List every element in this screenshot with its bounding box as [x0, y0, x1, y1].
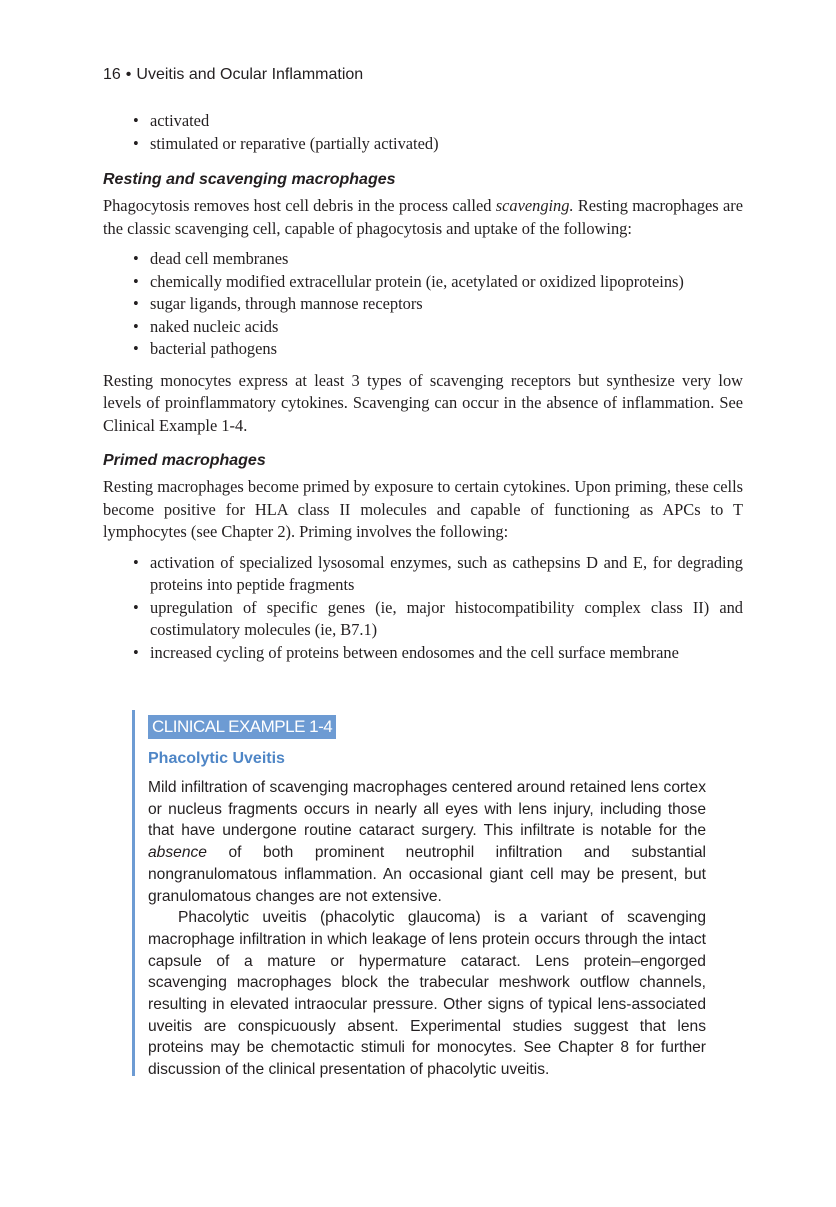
- clinical-example-title: Phacolytic Uveitis: [148, 750, 285, 767]
- list-item: • naked nucleic acids: [103, 316, 743, 339]
- primed-paragraph: Resting macrophages become primed by exposure to certain cytokines. Upon priming, these cells become positive for HLA class II molecules and capable of functioning as APCs to T lymphocytes (see Chapter 2). Priming involves the following:: [103, 477, 743, 541]
- list-item: • bacterial pathogens: [103, 338, 743, 361]
- book-title: Uveitis and Ocular Inflammation: [136, 66, 364, 83]
- list-item: • sugar ligands, through mannose receptors: [103, 293, 743, 316]
- intro-bullet-list: [103, 110, 743, 155]
- page-number: 16: [103, 66, 121, 83]
- resting-bullet-list: [103, 248, 743, 361]
- primed-bullet-list: [103, 552, 743, 665]
- clinical-paragraph-1: Mild infiltration of scavenging macrophages centered around retained lens cortex or nucleus fragments occurs in nearly all eyes with lens injury, including those that have undergone routine cataract surgery. This infiltrate is notable for the absence of both prominent neutrophil infiltration and substantial nongranulomatous inflammation. An occasional giant cell may be present, but granulomatous changes are not extensive.: [148, 779, 706, 905]
- running-head: [103, 66, 363, 84]
- primed-section: [103, 450, 743, 664]
- separator-dot: •: [125, 66, 132, 83]
- clinical-example-label: CLINICAL EXAMPLE 1-4: [148, 715, 336, 739]
- list-item: • increased cycling of proteins between endosomes and the cell surface membrane: [103, 642, 743, 665]
- list-item: • activated: [103, 110, 743, 133]
- clinical-example-body: [148, 777, 706, 1081]
- section-heading-primed: Primed macrophages: [103, 452, 266, 469]
- list-item: • upregulation of specific genes (ie, major histocompatibility complex class II) and costimulatory molecules (ie, B7.1): [103, 597, 743, 642]
- clinical-example-box: [132, 710, 709, 1079]
- list-item: • activation of specialized lysosomal enzymes, such as cathepsins D and E, for degrading proteins into peptide fragments: [103, 552, 743, 597]
- section-heading-resting: Resting and scavenging macrophages: [103, 171, 396, 188]
- clinical-paragraph-2: Phacolytic uveitis (phacolytic glaucoma) is a variant of scavenging macrophage infiltration in which leakage of lens protein occurs through the intact capsule of a mature or hypermature cataract. Lens protein–engorged scavenging macrophages block the trabecular meshwork outflow channels, resulting in elevated intraocular pressure. Other signs of typical lens-associated uveitis are conspicuously absent. Experimental studies suggest that lens proteins may be chemotactic stimuli for monocytes. See Chapter 8 for further discussion of the clinical presentation of phacolytic uveitis.: [148, 909, 706, 1079]
- list-item: • dead cell membranes: [103, 248, 743, 271]
- list-item: • chemically modified extracellular protein (ie, acetylated or oxidized lipoproteins): [103, 271, 743, 294]
- resting-closing-paragraph: Resting monocytes express at least 3 types of scavenging receptors but synthesize very low levels of proinflammatory cytokines. Scavenging can occur in the absence of inflammation. See Clinical Example 1-4.: [103, 370, 743, 435]
- resting-paragraph: Phagocytosis removes host cell debris in the process called scavenging. Resting macrophages are the classic scavenging cell, capable of phagocytosis and uptake of the following:: [103, 196, 743, 238]
- resting-section: [103, 169, 743, 437]
- list-item: • stimulated or reparative (partially activated): [103, 133, 743, 156]
